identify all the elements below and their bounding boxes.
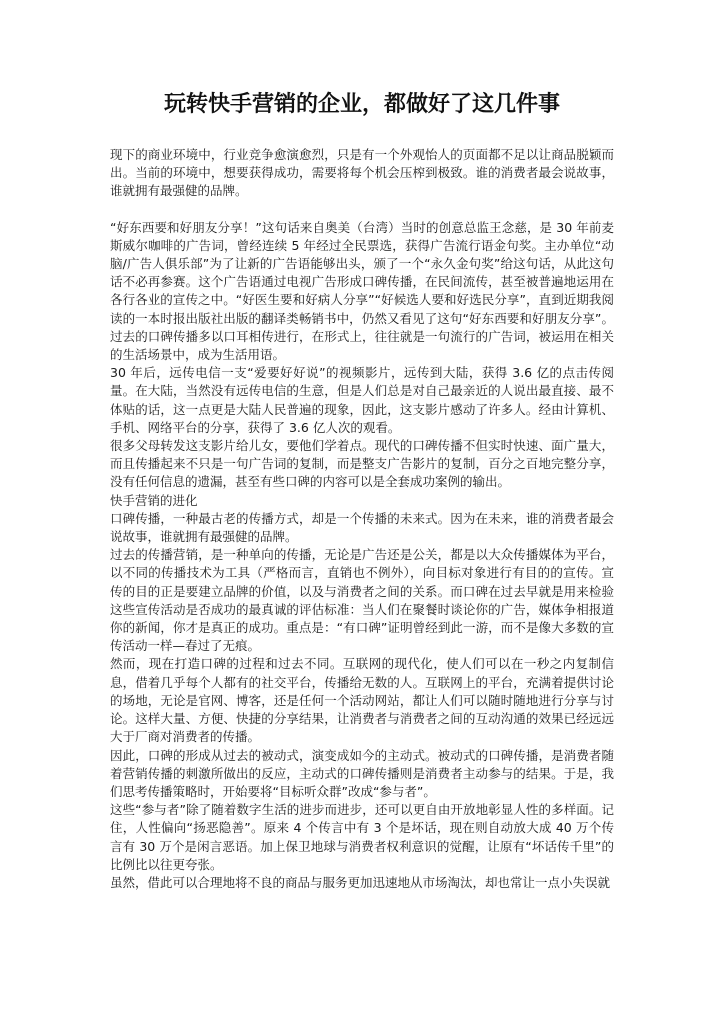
paragraph-gap (110, 201, 614, 219)
section-heading: 快手营销的进化 (110, 492, 198, 508)
paragraph: 因此，口碑的形成从过去的被动式，演变成如今的主动式。被动式的口碑传播，是消费者随着营销传播的刺激所做出的反应，主动式的口碑传播则是消费者主动参与的结果。于是，我们思考传播策略时，开始要将“目标听众群”改成“参与者”。 (110, 747, 614, 799)
paragraph: “好东西要和好朋友分享！”这句话来自奥美（台湾）当时的创意总监王念慈，是 30 年前麦斯威尔咖啡的广告词，曾经连续 5 年经过全民票选，获得广告流行语金句奖。主办单位“动脑/广告人俱乐部”为了让新的广告语能够出头，颁了一个“永久金句奖”给这句话，从此这句话不必再参赛。这个广告语通过电视广告形成口碑传播，在民间流传，甚至被普遍地运用在各行各业的宣传之中。“好医生要和好病人分享”“好候选人要和好选民分享”，直到近期我阅读的一本时报出版社出版的翻译类畅销书中，仍然又看见了这句“好东西要和好朋友分享”。过去的口碑传播多以口耳相传进行，在形式上，往往就是一句流行的广告词，被运用在相关的生活场景中，成为生活用语。 (110, 219, 614, 363)
paragraph: 然而，现在打造口碑的过程和过去不同。互联网的现代化，使人们可以在一秒之内复制信息，借着几乎每个人都有的社交平台，传播给无数的人。互联网上的平台，充满着提供讨论的场地，无论是官网、博客，还是任何一个活动网站，都让人们可以随时随地进行分享与讨论。这样大量、方便、快捷的分享结果，让消费者与消费者之间的互动沟通的效果已经远远大于厂商对消费者的传播。 (110, 656, 614, 745)
document-body (110, 146, 614, 892)
paragraph: 30 年后，远传电信一支“爱要好好说”的视频影片，远传到大陆，获得 3.6 亿的点击传阅量。在大陆，当然没有远传电信的生意，但是人们总是对自己最亲近的人说出最直接、最不体贴的话，这一点更是大陆人民普遍的现象，因此，这支影片感动了许多人。经由计算机、手机、网络平台的分享，获得了 3.6 亿人次的观看。 (110, 365, 614, 435)
paragraph: 口碑传播，一种最古老的传播方式，却是一个传播的未来式。因为在未来，谁的消费者最会说故事，谁就拥有最强健的品牌。 (110, 510, 614, 545)
paragraph: 过去的传播营销，是一种单向的传播，无论是广告还是公关，都是以大众传播媒体为平台，以不同的传播技术为工具（严格而言，直销也不例外），向目标对象进行有目的的宣传。宣传的目的正是要建立品牌的价值，以及与消费者之间的关系。而口碑在过去早就是用来检验这些宣传活动是否成功的最真诚的评估标准：当人们在聚餐时谈论你的广告，媒体争相报道你的新闻，你才是真正的成功。重点是：“有口碑”证明曾经到此一游，而不是像大多数的宣传活动一样—春过了无痕。 (110, 547, 614, 654)
paragraph: 虽然，借此可以合理地将不良的商品与服务更加迅速地从市场淘汰，却也常让一点小失误就 (110, 874, 611, 890)
paragraph-intro: 现下的商业环境中，行业竞争愈演愈烈，只是有一个外观怡人的页面都不足以让商品脱颖而出。当前的环境中，想要获得成功，需要将每个机会压榨到极致。谁的消费者最会说故事，谁就拥有最强健的品牌。 (110, 147, 614, 199)
paragraph: 这些“参与者”除了随着数字生活的进步而进步，还可以更自由开放地彰显人性的多样面。记住，人性偏向“扬恶隐善”。原来 4 个传言中有 3 个是坏话，现在则自动放大成 40 万个传言有 30 万个是闲言恶语。加上保卫地球与消费者权利意识的觉醒，让原有“坏话传千里”的比例比以往更夸张。 (110, 802, 614, 872)
page-title: 玩转快手营销的企业，都做好了这几件事 (163, 92, 560, 117)
paragraph: 很多父母转发这支影片给儿女，要他们学着点。现代的口碑传播不但实时快速、面广量大，而且传播起来不只是一句广告词的复制，而是整支广告影片的复制，百分之百地完整分享，没有任何信息的遗漏，甚至有些口碑的内容可以是全套成功案例的输出。 (110, 438, 614, 490)
